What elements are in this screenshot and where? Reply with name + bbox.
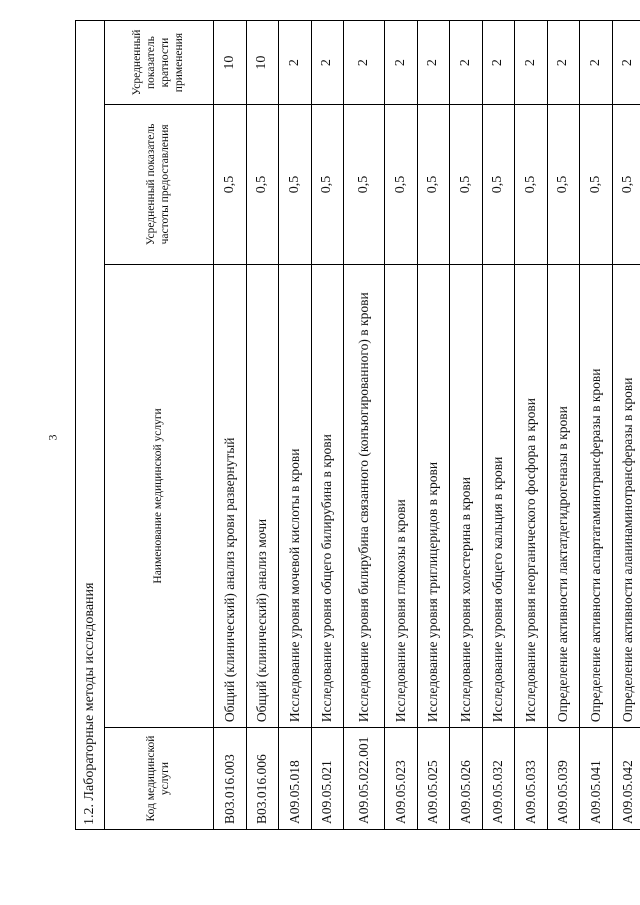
service-name-cell: Исследование уровня билирубина связанного (конъюгированного) в крови — [344, 264, 385, 727]
service-code-cell: A09.05.033 — [515, 728, 548, 830]
frequency-cell: 0,5 — [515, 105, 548, 265]
table-row — [279, 21, 312, 830]
frequency-cell: 0,5 — [482, 105, 515, 265]
rotated-page-content — [75, 20, 636, 830]
table-row — [417, 21, 450, 830]
service-code-cell: A09.05.042 — [612, 728, 640, 830]
multiplicity-cell: 2 — [515, 21, 548, 105]
service-code-cell: A09.05.026 — [450, 728, 483, 830]
frequency-cell: 0,5 — [311, 105, 344, 265]
table-row — [214, 21, 247, 830]
service-name-cell: Исследование уровня общего билирубина в крови — [311, 264, 344, 727]
section-title: 1.2. Лабораторные методы исследования — [76, 21, 105, 830]
service-code-cell: A09.05.021 — [311, 728, 344, 830]
frequency-cell: 0,5 — [612, 105, 640, 265]
frequency-cell: 0,5 — [385, 105, 418, 265]
multiplicity-cell: 2 — [612, 21, 640, 105]
table-row — [246, 21, 279, 830]
frequency-cell: 0,5 — [580, 105, 613, 265]
table-row — [482, 21, 515, 830]
service-code-cell: A09.05.018 — [279, 728, 312, 830]
service-code-cell: A09.05.032 — [482, 728, 515, 830]
multiplicity-cell: 2 — [547, 21, 580, 105]
multiplicity-cell: 2 — [482, 21, 515, 105]
table-row — [450, 21, 483, 830]
service-code-cell: A09.05.041 — [580, 728, 613, 830]
service-name-cell: Исследование уровня неорганического фосфора в крови — [515, 264, 548, 727]
multiplicity-cell: 2 — [417, 21, 450, 105]
service-name-cell: Определение активности лактатдегидрогеназы в крови — [547, 264, 580, 727]
frequency-cell: 0,5 — [417, 105, 450, 265]
service-name-cell: Исследование уровня мочевой кислоты в крови — [279, 264, 312, 727]
service-code-cell: A09.05.039 — [547, 728, 580, 830]
service-name-cell: Исследование уровня триглицеридов в крови — [417, 264, 450, 727]
service-code-cell: A09.05.025 — [417, 728, 450, 830]
frequency-cell: 0,5 — [214, 105, 247, 265]
multiplicity-cell: 2 — [450, 21, 483, 105]
service-name-cell: Исследование уровня холестерина в крови — [450, 264, 483, 727]
service-name-cell: Общий (клинический) анализ мочи — [246, 264, 279, 727]
multiplicity-cell: 2 — [279, 21, 312, 105]
service-code-cell: B03.016.003 — [214, 728, 247, 830]
table-row — [311, 21, 344, 830]
header-frequency: Усредненный показатель частоты предоставления — [105, 105, 214, 265]
service-name-cell: Исследование уровня глюкозы в крови — [385, 264, 418, 727]
table-row — [580, 21, 613, 830]
table-row — [344, 21, 385, 830]
service-code-cell: A09.05.022.001 — [344, 728, 385, 830]
frequency-cell: 0,5 — [246, 105, 279, 265]
table-body — [214, 21, 640, 830]
header-name: Наименование медицинской услуги — [105, 264, 214, 727]
service-name-cell: Определение активности аспартатаминотрансферазы в крови — [580, 264, 613, 727]
frequency-cell: 0,5 — [547, 105, 580, 265]
header-multiplicity: Усредненный показатель кратности применения — [105, 21, 214, 105]
service-name-cell: Исследование уровня общего кальция в крови — [482, 264, 515, 727]
multiplicity-cell: 2 — [311, 21, 344, 105]
multiplicity-cell: 10 — [214, 21, 247, 105]
multiplicity-cell: 2 — [580, 21, 613, 105]
service-name-cell: Определение активности аланинаминотрансферазы в крови — [612, 264, 640, 727]
table-row — [547, 21, 580, 830]
table-row — [385, 21, 418, 830]
service-code-cell: A09.05.023 — [385, 728, 418, 830]
frequency-cell: 0,5 — [279, 105, 312, 265]
frequency-cell: 0,5 — [450, 105, 483, 265]
lab-methods-table — [75, 20, 640, 830]
header-code: Код медицинской услуги — [105, 728, 214, 830]
table-row — [515, 21, 548, 830]
service-name-cell: Общий (клинический) анализ крови развернутый — [214, 264, 247, 727]
table-header-row — [105, 21, 214, 830]
section-header-row — [76, 21, 105, 830]
multiplicity-cell: 10 — [246, 21, 279, 105]
frequency-cell: 0,5 — [344, 105, 385, 265]
page-number: 3 — [45, 434, 60, 441]
table-row — [612, 21, 640, 830]
service-code-cell: B03.016.006 — [246, 728, 279, 830]
multiplicity-cell: 2 — [385, 21, 418, 105]
multiplicity-cell: 2 — [344, 21, 385, 105]
